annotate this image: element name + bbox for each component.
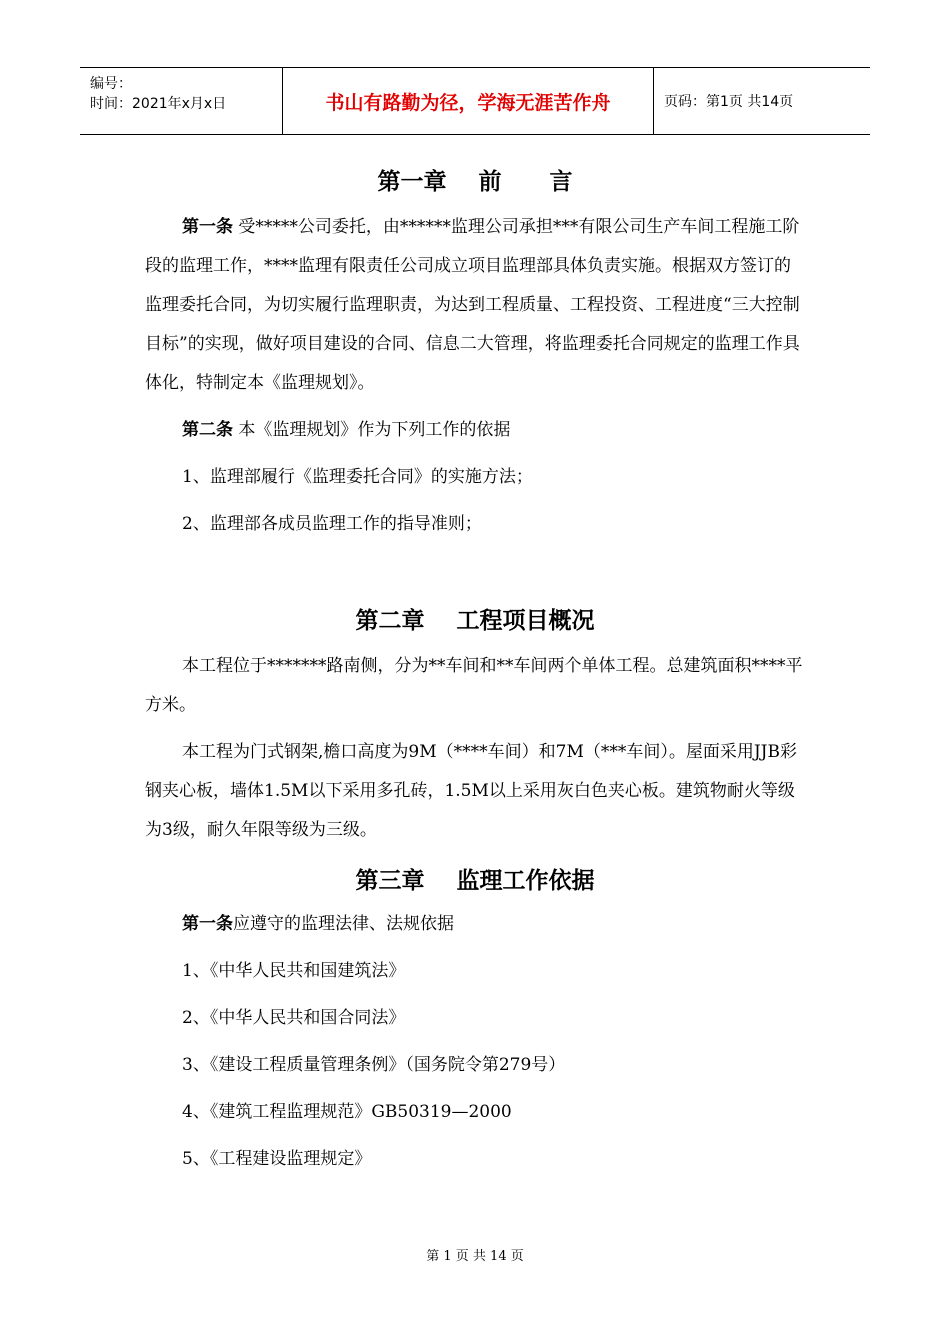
chapter-1-article-1 (145, 208, 805, 403)
header-page-label: 页码：第1页 共14页 (664, 94, 794, 110)
page-header (80, 67, 870, 135)
chapter-1-title: 第一章 前 言 (377, 169, 573, 195)
article-text: 本《监理规划》作为下列工作的依据 (233, 420, 511, 440)
chapter-3-article-1 (145, 905, 805, 944)
list-item: 2、《中华人民共和国合同法》 (182, 1008, 406, 1028)
header-motto: 书山有路勤为径，学海无涯苦作舟 (282, 68, 654, 134)
list-item: 1、《中华人民共和国建筑法》 (182, 961, 406, 981)
document-body (145, 155, 805, 1179)
article-heading: 第一条 (182, 914, 233, 934)
list-item: 2、监理部各成员监理工作的指导准则； (182, 514, 482, 534)
chapter-2-paragraph: 本工程为门式钢架,檐口高度为9M（****车间）和7M（***车间）。屋面采用JJB彩钢夹心板，墙体1.5M以下采用多孔砖，1.5M以上采用灰白色夹心板。建筑物耐火等级为3级，耐久年限等级为三级。 (145, 742, 797, 840)
chapter-3-title: 第三章 监理工作依据 (355, 868, 595, 894)
article-text: 应遵守的监理法律、法规依据 (233, 914, 454, 934)
page-footer: 第 1 页 共 14 页 (426, 1249, 524, 1264)
list-item: 1、监理部履行《监理委托合同》的实施方法； (182, 467, 533, 487)
list-item: 4、《建筑工程监理规范》GB50319—2000 (182, 1102, 512, 1122)
list-item: 3、《建设工程质量管理条例》（国务院令第279号） (182, 1055, 566, 1075)
article-heading: 第二条 (182, 420, 233, 440)
chapter-1-article-2 (145, 411, 805, 450)
number-label: 编号： (90, 76, 132, 92)
article-text: 受*****公司委托，由******监理公司承担***有限公司生产车间工程施工阶段的监理工作，****监理有限责任公司成立项目监理部具体负责实施。根据双方签订的监理委托合同，为切实履行监理职责，为达到工程质量、工程投资、工程进度“三大控制目标”的实现，做好项目建设的合同、信息二大管理，将监理委托合同规定的监理工作具体化，特制定本《监理规划》。 (145, 217, 800, 393)
date-label: 时间：2021年x月x日 (90, 96, 227, 112)
article-heading: 第一条 (182, 217, 233, 237)
chapter-2-paragraph: 本工程位于*******路南侧，分为**车间和**车间两个单体工程。总建筑面积****平方米。 (145, 656, 803, 715)
header-meta (80, 68, 282, 134)
chapter-2-title: 第二章 工程项目概况 (355, 608, 595, 634)
list-item: 5、《工程建设监理规定》 (182, 1149, 372, 1169)
